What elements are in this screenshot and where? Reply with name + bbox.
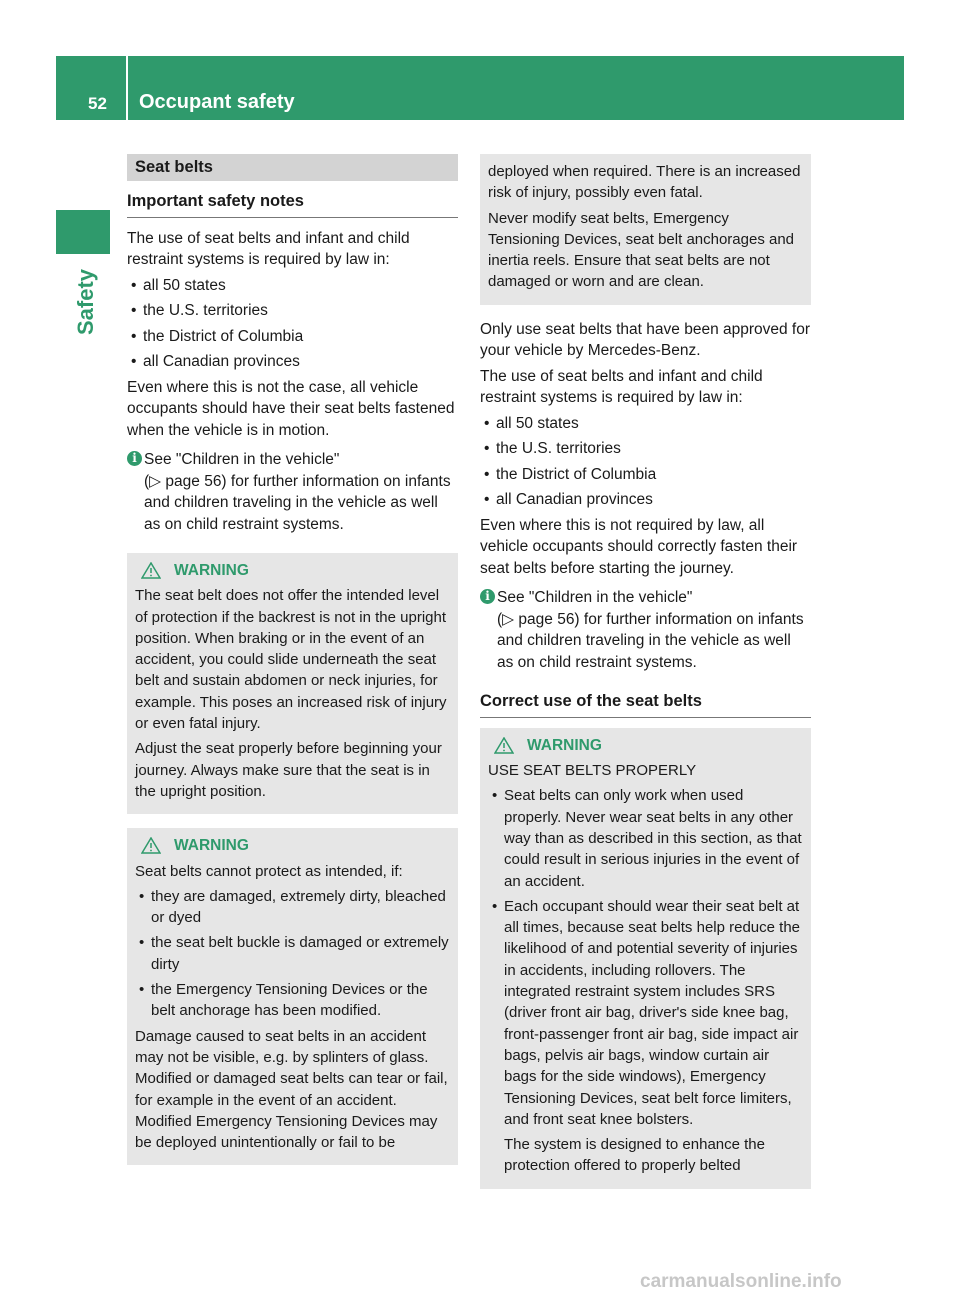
subheading-important-safety-notes: Important safety notes — [127, 191, 458, 218]
warning-header — [488, 735, 803, 756]
warning-triangle-icon — [141, 837, 161, 854]
warning-triangle-icon — [141, 562, 161, 579]
header-divider — [126, 56, 128, 120]
warning-label: WARNING — [174, 562, 249, 579]
list-item: • the District of Columbia — [127, 326, 458, 348]
list-item: • all 50 states — [127, 275, 458, 297]
warning-text: deployed when required. There is an increased risk of injury, possibly even fatal. — [488, 163, 801, 202]
info-note: i See "Children in the vehicle" (▷ page 56) for further information on infants and children traveling in the vehicle as well as on child restraint systems. — [127, 449, 458, 535]
list-item: • Each occupant should wear their seat belt at all times, because seat belts help reduce the likelihood of and potential severity of injuries in accidents, including rollovers. The integrated restraint system includes SRS (driver front air bag, driver's side knee bag, front-passenger front air bag, side impact air bags, pelvis air bags, window curtain air bags for the side windows), Emergency Tensioning Devices, seat belt force limiters, and front seat knee bolsters. — [488, 896, 803, 1130]
side-tab — [56, 210, 110, 254]
law-list — [127, 275, 458, 373]
warning-triangle-icon — [494, 737, 514, 754]
list-item: • all Canadian provinces — [480, 489, 811, 511]
body-paragraph: The use of seat belts and infant and child restraint systems is required by law in: — [480, 367, 763, 407]
body-paragraph: Even where this is not the case, all vehicle occupants should have their seat belts fastened when the vehicle is in motion. — [127, 378, 455, 439]
info-page-reference[interactable]: page 56) for further information on infants and children traveling in the vehicle as well as on child restraint systems. — [144, 472, 451, 533]
section-title: Seat belts — [127, 154, 458, 181]
warning-text: The system is designed to enhance the protection offered to properly belted — [504, 1136, 765, 1175]
side-tab-label: Safety — [73, 268, 98, 336]
list-item: • Seat belts can only work when used properly. Never wear seat belts in any other way than as described in this section, as that could result in serious injuries in the event of an accident. — [488, 785, 803, 891]
info-icon: i — [127, 451, 142, 466]
warning-label: WARNING — [527, 736, 602, 754]
list-item: • the Emergency Tensioning Devices or the belt anchorage has been modified. — [135, 979, 450, 1022]
warning-text: The seat belt does not offer the intended level of protection if the backrest is not in the upright position. When braking or in the event of an accident, you could slide underneath the seat belt and sustain abdomen or neck injuries, for example. This poses an increased risk of injury or even fatal injury. — [135, 587, 447, 733]
page-ref-arrow-icon: ▷ — [502, 610, 515, 628]
list-item: • the U.S. territories — [480, 438, 811, 460]
warning-intro: USE SEAT BELTS PROPERLY — [488, 762, 697, 780]
body-paragraph: Even where this is not required by law, all vehicle occupants should correctly fasten their seat belts before starting the journey. — [480, 516, 798, 577]
warning-continuation-box — [480, 154, 811, 305]
warning-header — [135, 560, 450, 581]
info-icon: i — [480, 589, 495, 604]
page-title: Occupant safety — [139, 91, 295, 113]
warning-box — [480, 728, 811, 1189]
page-number: 52 — [88, 94, 107, 113]
list-item: • all 50 states — [480, 413, 811, 435]
list-item: • the District of Columbia — [480, 464, 811, 486]
warning-label: WARNING — [174, 837, 249, 855]
intro-paragraph: The use of seat belts and infant and child restraint systems is required by law in: — [127, 229, 410, 268]
list-item: • all Canadian provinces — [127, 351, 458, 373]
list-item: • the seat belt buckle is damaged or extremely dirty — [135, 932, 450, 975]
list-item: • the U.S. territories — [127, 300, 458, 322]
list-item: • they are damaged, extremely dirty, bleached or dyed — [135, 886, 450, 929]
warning-box — [127, 553, 458, 814]
warning-list — [488, 785, 803, 1130]
page-ref-arrow-icon: ▷ — [149, 472, 162, 490]
warning-box — [127, 828, 458, 1165]
watermark: carmanualsonline.info — [640, 1271, 842, 1292]
warning-text: Never modify seat belts, Emergency Tensioning Devices, seat belt anchorages and inertia reels. Ensure that seat belts are not damaged or worn and are clean. — [488, 209, 795, 291]
info-line1: See "Children in the vehicle" — [144, 451, 340, 468]
warning-list — [135, 886, 450, 1022]
info-note: i See "Children in the vehicle" (▷ page 56) for further information on infants and children traveling in the vehicle as well as on child restraint systems. — [480, 587, 811, 673]
warning-text: Adjust the seat properly before beginning your journey. Always make sure that the seat is in the upright position. — [135, 740, 442, 800]
right-column — [480, 154, 811, 1189]
warning-text: Damage caused to seat belts in an accident may not be visible, e.g. by splinters of glass. Modified or damaged seat belts can tear or fail, for example in the event of an accident. Modified Emergency Tensioning Devices may be deployed unintentionally or fail to be — [135, 1027, 448, 1152]
info-line1: See "Children in the vehicle" — [497, 589, 693, 607]
info-page-reference[interactable]: page 56) for further information on infants and children traveling in the vehicle as well as on child restraint systems. — [497, 610, 804, 671]
warning-intro: Seat belts cannot protect as intended, if: — [135, 862, 403, 880]
law-list — [480, 413, 811, 511]
subheading-correct-use: Correct use of the seat belts — [480, 691, 811, 718]
warning-header — [135, 835, 450, 856]
body-paragraph: Only use seat belts that have been approved for your vehicle by Mercedes-Benz. — [480, 320, 811, 360]
left-column — [127, 154, 458, 1165]
